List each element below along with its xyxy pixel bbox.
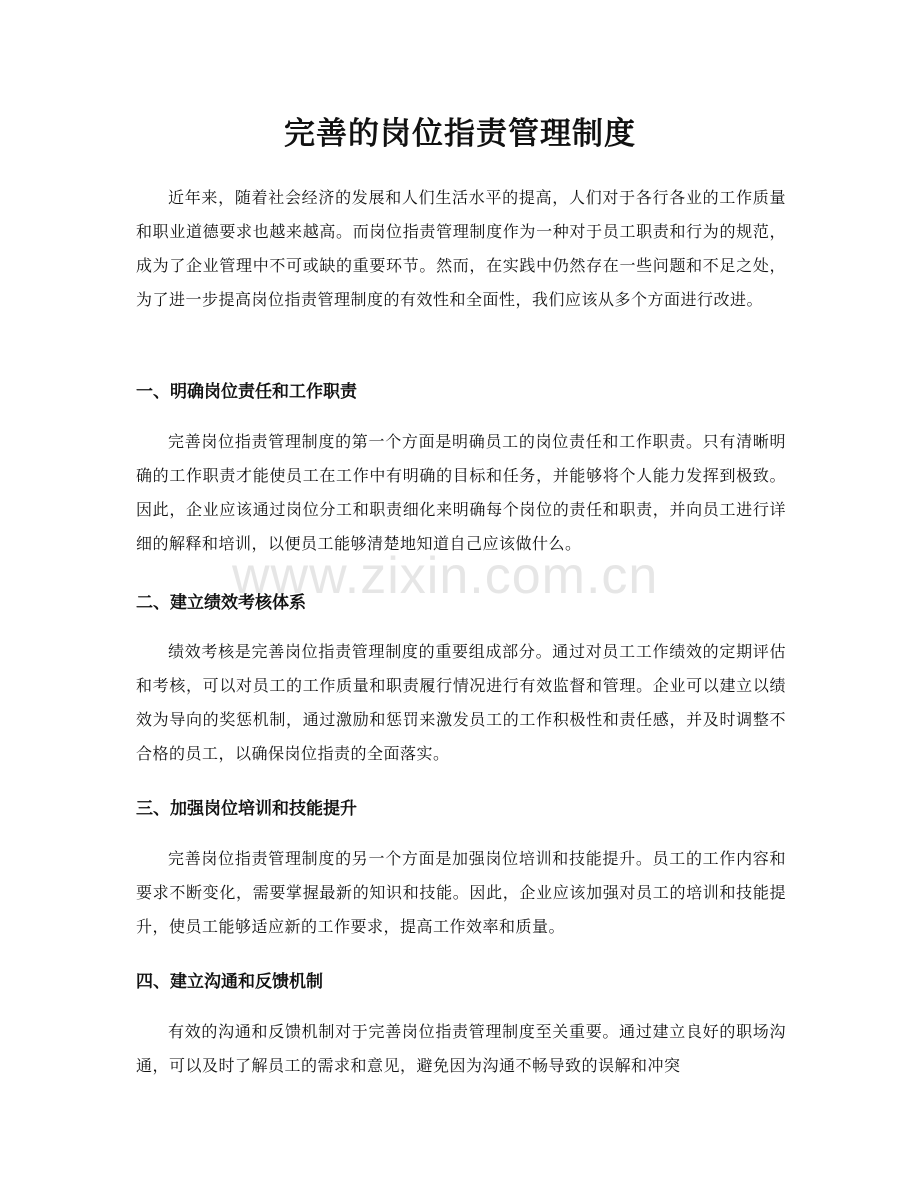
section-4-heading: 四、建立沟通和反馈机制 <box>136 972 323 992</box>
section-3-paragraph: 完善岗位指责管理制度的另一个方面是加强岗位培训和技能提升。员工的工作内容和要求不断变化，需要掌握最新的知识和技能。因此，企业应该加强对员工的培训和技能提升，使员工能够适应新的工作要求，提高工作效率和质量。 <box>136 849 786 936</box>
section-4-paragraph: 有效的沟通和反馈机制对于完善岗位指责管理制度至关重要。通过建立良好的职场沟通，可以及时了解员工的需求和意见，避免因为沟通不畅导致的误解和冲突 <box>136 1022 786 1075</box>
section-3-heading: 三、加强岗位培训和技能提升 <box>136 799 357 819</box>
section-1-heading: 一、明确岗位责任和工作职责 <box>136 382 357 402</box>
intro-paragraph: 近年来，随着社会经济的发展和人们生活水平的提高，人们对于各行各业的工作质量和职业道德要求也越来越高。而岗位指责管理制度作为一种对于员工职责和行为的规范，成为了企业管理中不可或缺的重要环节。然而，在实践中仍然存在一些问题和不足之处，为了进一步提高岗位指责管理制度的有效性和全面性，我们应该从多个方面进行改进。 <box>136 188 786 309</box>
document-title: 完善的岗位指责管理制度 <box>284 116 636 152</box>
section-2-paragraph: 绩效考核是完善岗位指责管理制度的重要组成部分。通过对员工工作绩效的定期评估和考核，可以对员工的工作质量和职责履行情况进行有效监督和管理。企业可以建立以绩效为导向的奖惩机制，通过激励和惩罚来激发员工的工作积极性和责任感，并及时调整不合格的员工，以确保岗位指责的全面落实。 <box>136 642 786 763</box>
section-2-heading: 二、建立绩效考核体系 <box>136 593 306 613</box>
watermark: www.zixin.com.cn <box>232 547 659 605</box>
section-1-paragraph: 完善岗位指责管理制度的第一个方面是明确员工的岗位责任和工作职责。只有清晰明确的工作职责才能使员工在工作中有明确的目标和任务，并能够将个人能力发挥到极致。因此，企业应该通过岗位分工和职责细化来明确每个岗位的责任和职责，并向员工进行详细的解释和培训，以便员工能够清楚地知道自己应该做什么。 <box>136 432 786 553</box>
